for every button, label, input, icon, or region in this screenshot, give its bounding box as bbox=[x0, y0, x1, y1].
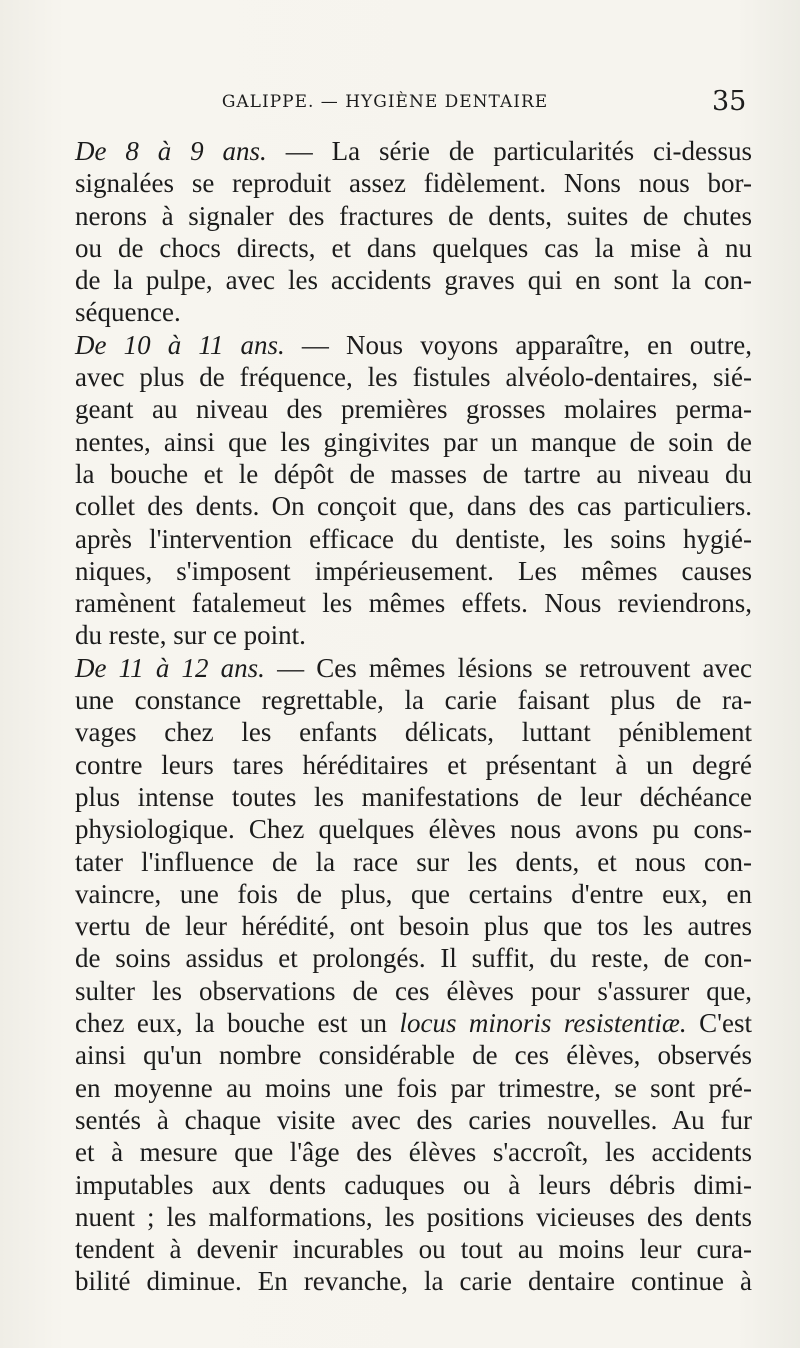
text-line: tendent à devenir incurables ou tout au moins leur cura- bbox=[75, 1234, 752, 1265]
line-text: chez eux, la bouche est un bbox=[75, 1008, 400, 1039]
text-line: ou de chocs directs, et dans quelques cas la mise à nu bbox=[75, 232, 752, 263]
text-line bbox=[0, 329, 752, 361]
running-title: GALIPPE. — HYGIÈNE DENTAIRE bbox=[221, 92, 549, 112]
text-line: imputables aux dents caduques ou à leurs débris dimi- bbox=[75, 1169, 752, 1200]
line-text: — Nous voyons apparaître, en outre, bbox=[284, 329, 752, 360]
text-line: du reste, sur ce point. bbox=[75, 620, 306, 651]
text-line: vertu de leur hérédité, ont besoin plus que tos les autres bbox=[75, 911, 752, 942]
page-number: 35 bbox=[712, 86, 747, 117]
body-text bbox=[0, 135, 800, 1298]
text-line: avec plus de fréquence, les fistules alvéolo-dentaires, sié- bbox=[75, 362, 752, 393]
text-line: nerons à signaler des fractures de dents, suites de chutes bbox=[75, 200, 752, 231]
text-line: collet des dents. On conçoit que, dans des cas particuliers. bbox=[75, 491, 752, 522]
line-text: — La série de particularités ci-dessus bbox=[266, 136, 752, 166]
text-line bbox=[0, 652, 752, 684]
text-line: de la pulpe, avec les accidents graves qui en sont la con- bbox=[75, 265, 752, 296]
text-line: niques, s'imposent impérieusement. Les mêmes causes bbox=[75, 555, 752, 586]
text-line: vaincre, une fois de plus, que certains d'entre eux, en bbox=[75, 878, 752, 909]
text-line: physiologique. Chez quelques élèves nous avons pu cons- bbox=[75, 814, 752, 845]
text-line: bilité diminue. En revanche, la carie dentaire continue à bbox=[75, 1266, 752, 1297]
text-line: vages chez les enfants délicats, luttant péniblement bbox=[75, 717, 752, 748]
text-line: en moyenne au moins une fois par trimestre, se sont pré- bbox=[75, 1072, 752, 1103]
line-text: — Ces mêmes lésions se retrouvent avec bbox=[264, 652, 752, 683]
text-line: sulter les observations de ces élèves pour s'assurer que, bbox=[75, 975, 752, 1006]
text-line: geant au niveau des premières grosses molaires perma- bbox=[75, 394, 752, 425]
text-line: de soins assidus et prolongés. Il suffit, du reste, de con- bbox=[75, 943, 752, 974]
text-line bbox=[0, 1007, 752, 1039]
text-line: séquence. bbox=[75, 297, 181, 328]
text-line: la bouche et le dépôt de masses de tartre au niveau du bbox=[75, 458, 752, 489]
text-line: ainsi qu'un nombre considérable de ces élèves, observés bbox=[75, 1040, 752, 1071]
text-line: plus intense toutes les manifestations de leur déchéance bbox=[75, 781, 752, 812]
text-line: et à mesure que l'âge des élèves s'accroît, les accidents bbox=[75, 1137, 752, 1168]
section-heading: De 8 à 9 ans. bbox=[75, 136, 267, 166]
text-line: nentes, ainsi que les gingivites par un manque de soin de bbox=[75, 426, 752, 457]
section-heading: De 11 à 12 ans. bbox=[75, 652, 265, 683]
text-line: tater l'influence de la race sur les dents, et nous con- bbox=[75, 846, 752, 877]
text-line: contre leurs tares héréditaires et présentant à un degré bbox=[75, 749, 752, 780]
text-line: nuent ; les malformations, les positions vicieuses des dents bbox=[75, 1201, 752, 1232]
text-line: sentés à chaque visite avec des caries nouvelles. Au fur bbox=[75, 1104, 752, 1135]
latin-phrase: locus minoris resistentiæ. bbox=[399, 1008, 687, 1039]
text-line: une constance regrettable, la carie faisant plus de ra- bbox=[75, 685, 752, 716]
text-line bbox=[0, 135, 752, 167]
text-line: signalées se reproduit assez fidèlement. Nons nous bor- bbox=[75, 168, 752, 199]
line-text: C'est bbox=[686, 1008, 752, 1039]
text-line: après l'intervention efficace du dentiste, les soins hygié- bbox=[75, 523, 752, 554]
text-line: ramènent fatalemeut les mêmes effets. Nous reviendrons, bbox=[75, 588, 752, 619]
section-heading: De 10 à 11 ans. bbox=[75, 329, 285, 360]
